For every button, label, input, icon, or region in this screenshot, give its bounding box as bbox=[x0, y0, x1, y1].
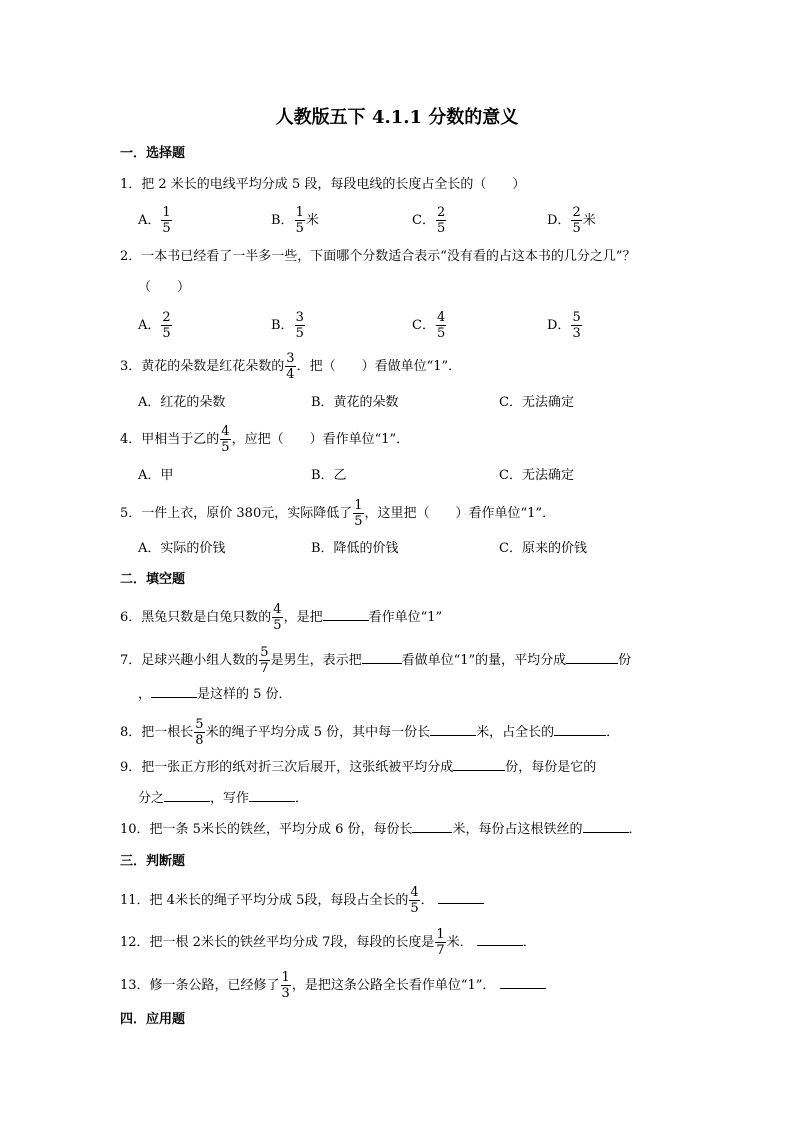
fraction: $\frac{1}{5}$ bbox=[354, 498, 363, 529]
fraction: $\frac{3}{5}$ bbox=[295, 310, 304, 341]
fraction: $\frac{1}{5}$ bbox=[162, 205, 171, 236]
q5-option-a: A．实际的价钱 bbox=[138, 541, 226, 556]
question-2-paren: （ ） bbox=[138, 280, 191, 295]
q2-option-d: D． $\frac{5}{3}$ bbox=[547, 310, 581, 341]
q1-option-c: C． $\frac{2}{5}$ bbox=[412, 205, 446, 236]
question-10: 10．把一条 5米长的铁丝，平均分成 6 份，每份长 米，每份占这根铁丝的 ． bbox=[120, 822, 642, 837]
question-8: 8．把一根长 $\frac{5}{8}$ 米的绳子平均分成 5 份，其中每一份长 米，占全长的 ． bbox=[120, 717, 620, 748]
fraction: $\frac{4}{5}$ bbox=[436, 310, 446, 341]
fraction: $\frac{4}{5}$ bbox=[273, 602, 282, 633]
fraction: $\frac{1}{7}$ bbox=[436, 927, 445, 958]
q2-option-b: B． $\frac{3}{5}$ bbox=[271, 310, 304, 341]
answer-blank[interactable] bbox=[566, 651, 618, 664]
question-1: 1．把 2 米长的电线平均分成 5 段，每段电线的长度占全长的（ ） bbox=[120, 177, 526, 192]
q4-option-c: C．无法确定 bbox=[499, 468, 574, 483]
question-2: 2．一本书已经看了一半多一些，下面哪个分数适合表示“没有看的占这本书的几分之几”？ bbox=[120, 249, 636, 264]
fraction: $\frac{2}{5}$ bbox=[572, 205, 581, 236]
answer-blank[interactable] bbox=[151, 685, 197, 698]
q2-option-a: A． $\frac{2}{5}$ bbox=[138, 310, 171, 341]
q4-option-a: A．甲 bbox=[138, 468, 174, 483]
answer-blank[interactable] bbox=[500, 976, 546, 989]
fraction: $\frac{4}{5}$ bbox=[221, 424, 230, 455]
fraction: $\frac{1}{3}$ bbox=[281, 970, 290, 1001]
question-13: 13．修一条公路，已经修了 $\frac{1}{3}$ ，是把这条公路全长看作单位“1”． bbox=[120, 971, 546, 1000]
section-heading-choice: 一．选择题 bbox=[120, 146, 186, 161]
answer-blank[interactable] bbox=[430, 723, 476, 736]
q1-option-b: B． $\frac{1}{5}$ 米 bbox=[271, 205, 319, 236]
q3-option-c: C．无法确定 bbox=[499, 395, 574, 410]
question-6: 6．黑兔只数是白兔只数的 $\frac{4}{5}$ ，是把 看作单位“1” bbox=[120, 602, 443, 633]
answer-blank[interactable] bbox=[164, 789, 210, 802]
q5-option-b: B．降低的价钱 bbox=[311, 541, 399, 556]
fraction: $\frac{3}{4}$ bbox=[286, 351, 295, 382]
question-7-cont: ， 是这样的 5 份． bbox=[138, 687, 292, 702]
fraction: $\frac{2}{5}$ bbox=[436, 205, 446, 236]
answer-blank[interactable] bbox=[362, 651, 402, 664]
fraction: $\frac{4}{5}$ bbox=[410, 885, 419, 916]
q2-option-c: C． $\frac{4}{5}$ bbox=[412, 310, 446, 341]
section-heading-judge: 三．判断题 bbox=[120, 854, 186, 869]
page-title: 人教版五下 4.1.1 分数的意义 bbox=[275, 107, 519, 128]
q3-option-b: B．黄花的朵数 bbox=[311, 395, 399, 410]
answer-blank[interactable] bbox=[583, 820, 629, 833]
answer-blank[interactable] bbox=[323, 608, 369, 621]
answer-blank[interactable] bbox=[477, 933, 523, 946]
fraction: $\frac{5}{3}$ bbox=[572, 310, 581, 341]
q1-option-a: A． $\frac{1}{5}$ bbox=[138, 205, 171, 236]
question-12: 12．把一根 2米长的铁丝平均分成 7段，每段的长度是 $\frac{1}{7}$ 米． ． bbox=[120, 927, 536, 958]
question-5: 5．一件上衣，原价 380元，实际降低了 $\frac{1}{5}$ ，这里把（ ）看作单位“1”． bbox=[120, 498, 556, 529]
q5-option-c: C．原来的价钱 bbox=[499, 541, 587, 556]
fraction: $\frac{1}{5}$ bbox=[295, 205, 304, 236]
question-9: 9．把一张正方形的纸对折三次后展开，这张纸被平均分成 份，每份是它的 bbox=[120, 760, 597, 775]
answer-blank[interactable] bbox=[249, 789, 295, 802]
question-9-cont: 分之 ，写作 ． bbox=[138, 791, 309, 806]
fraction: $\frac{5}{8}$ bbox=[195, 717, 204, 748]
answer-blank[interactable] bbox=[438, 891, 484, 904]
fraction: $\frac{2}{5}$ bbox=[162, 310, 171, 341]
fraction: $\frac{5}{7}$ bbox=[260, 645, 269, 676]
q4-option-b: B．乙 bbox=[311, 468, 347, 483]
question-7: 7．足球兴趣小组人数的 $\frac{5}{7}$ 是男生，表示把 看做单位“1”的量，平均分成 份 bbox=[120, 645, 632, 676]
section-heading-application: 四．应用题 bbox=[120, 1012, 186, 1027]
q3-option-a: A．红花的朵数 bbox=[138, 395, 226, 410]
question-3: 3．黄花的朵数是红花朵数的 $\frac{3}{4}$ ．把（ ）看做单位“1”． bbox=[120, 351, 462, 382]
section-heading-fill: 二．填空题 bbox=[120, 572, 186, 587]
answer-blank[interactable] bbox=[554, 723, 606, 736]
question-4: 4．甲相当于乙的 $\frac{4}{5}$ ，应把（ ）看作单位“1”． bbox=[120, 424, 410, 455]
answer-blank[interactable] bbox=[453, 758, 505, 771]
q1-option-d: D． $\frac{2}{5}$ 米 bbox=[547, 205, 596, 236]
answer-blank[interactable] bbox=[412, 820, 452, 833]
question-11: 11．把 4米长的绳子平均分成 5段，每段占全长的 $\frac{4}{5}$ ． bbox=[120, 886, 484, 915]
